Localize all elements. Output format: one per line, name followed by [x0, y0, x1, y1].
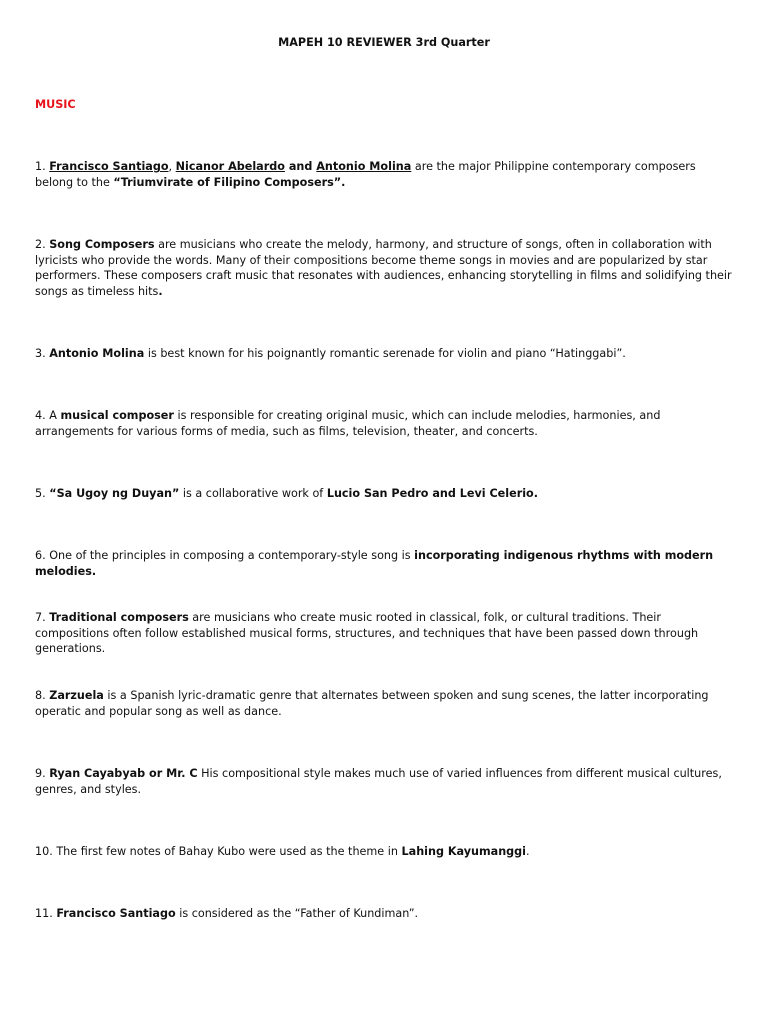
composer-name: Nicanor Abelardo — [175, 160, 285, 173]
key-term: Antonio Molina — [49, 347, 145, 360]
item-text: is responsible for creating original music, which can include melodies, harmonies, and arrangements for various forms of media, such as films, television, theater, and concerts. — [35, 409, 661, 438]
reviewer-item-7 — [35, 610, 735, 657]
item-number: 9. — [35, 767, 50, 780]
reviewer-item-8 — [35, 688, 735, 719]
item-text: are musicians who create the melody, harmony, and structure of songs, often in collaboration with lyricists who provide the words. Many of their compositions become theme songs in movies and are popularized by star performers. These composers craft music that resonates with audiences, enhancing storytelling in films and solidifying their songs as timeless hits — [35, 238, 732, 298]
reviewer-item-4 — [35, 408, 735, 439]
item-number: 2. — [35, 238, 50, 251]
item-text: , — [168, 160, 176, 173]
item-text: 6. One of the principles in composing a contemporary-style song is — [35, 549, 415, 562]
item-text: . — [158, 284, 163, 298]
key-term: “Sa Ugoy ng Duyan” — [49, 487, 180, 500]
reviewer-item-1 — [35, 159, 735, 190]
reviewer-item-10 — [35, 844, 735, 860]
item-text: . — [526, 845, 530, 858]
item-number: 1. — [35, 160, 50, 173]
key-term: incorporating indigenous rhythms with modern melodies. — [35, 549, 714, 578]
key-term: Zarzuela — [49, 689, 104, 702]
item-number: 8. — [35, 689, 50, 702]
item-text: are the major Philippine contemporary composers belong to the — [35, 160, 696, 189]
reviewer-item-2 — [35, 237, 735, 299]
item-text: and — [284, 160, 317, 173]
key-term: musical composer — [60, 409, 174, 422]
key-term: Ryan Cayabyab or Mr. C — [49, 767, 198, 780]
item-text: 10. The first few notes of Bahay Kubo were used as the theme in — [35, 845, 402, 858]
item-text: is a Spanish lyric-dramatic genre that alternates between spoken and sung scenes, the latter incorporating operatic and popular song as well as dance. — [35, 689, 709, 718]
reviewer-item-6 — [35, 548, 735, 579]
key-term: “Triumvirate of Filipino Composers”. — [113, 175, 346, 189]
item-text: His compositional style makes much use of varied influences from different musical cultures, genres, and styles. — [35, 767, 722, 796]
key-term: Song Composers — [49, 238, 155, 251]
reviewer-item-3 — [35, 346, 735, 362]
reviewer-item-5 — [35, 486, 735, 502]
item-text: is considered as the “Father of Kundiman”. — [175, 907, 419, 920]
item-number: 3. — [35, 347, 50, 360]
item-text: are musicians who create music rooted in classical, folk, or cultural traditions. Their compositions often follow established musical forms, structures, and techniques that have been passed down through generations. — [35, 611, 699, 655]
composer-name: Francisco Santiago — [49, 160, 169, 173]
section-heading-music: MUSIC — [35, 98, 76, 111]
item-number: 5. — [35, 487, 50, 500]
reviewer-item-9 — [35, 766, 735, 797]
key-term: Lucio San Pedro and Levi Celerio. — [326, 487, 538, 500]
reviewer-item-11 — [35, 906, 735, 922]
item-number: 11. — [35, 907, 57, 920]
item-text: is best known for his poignantly romantic serenade for violin and piano “Hatinggabi”. — [144, 347, 626, 360]
key-term: Traditional composers — [49, 611, 189, 624]
item-number: 7. — [35, 611, 50, 624]
item-text: is a collaborative work of — [179, 487, 327, 500]
item-number: 4. A — [35, 409, 61, 422]
document-title: MAPEH 10 REVIEWER 3rd Quarter — [278, 36, 490, 49]
key-term: Francisco Santiago — [56, 907, 176, 920]
composer-name: Antonio Molina — [316, 160, 412, 173]
key-term: Lahing Kayumanggi — [401, 845, 527, 858]
